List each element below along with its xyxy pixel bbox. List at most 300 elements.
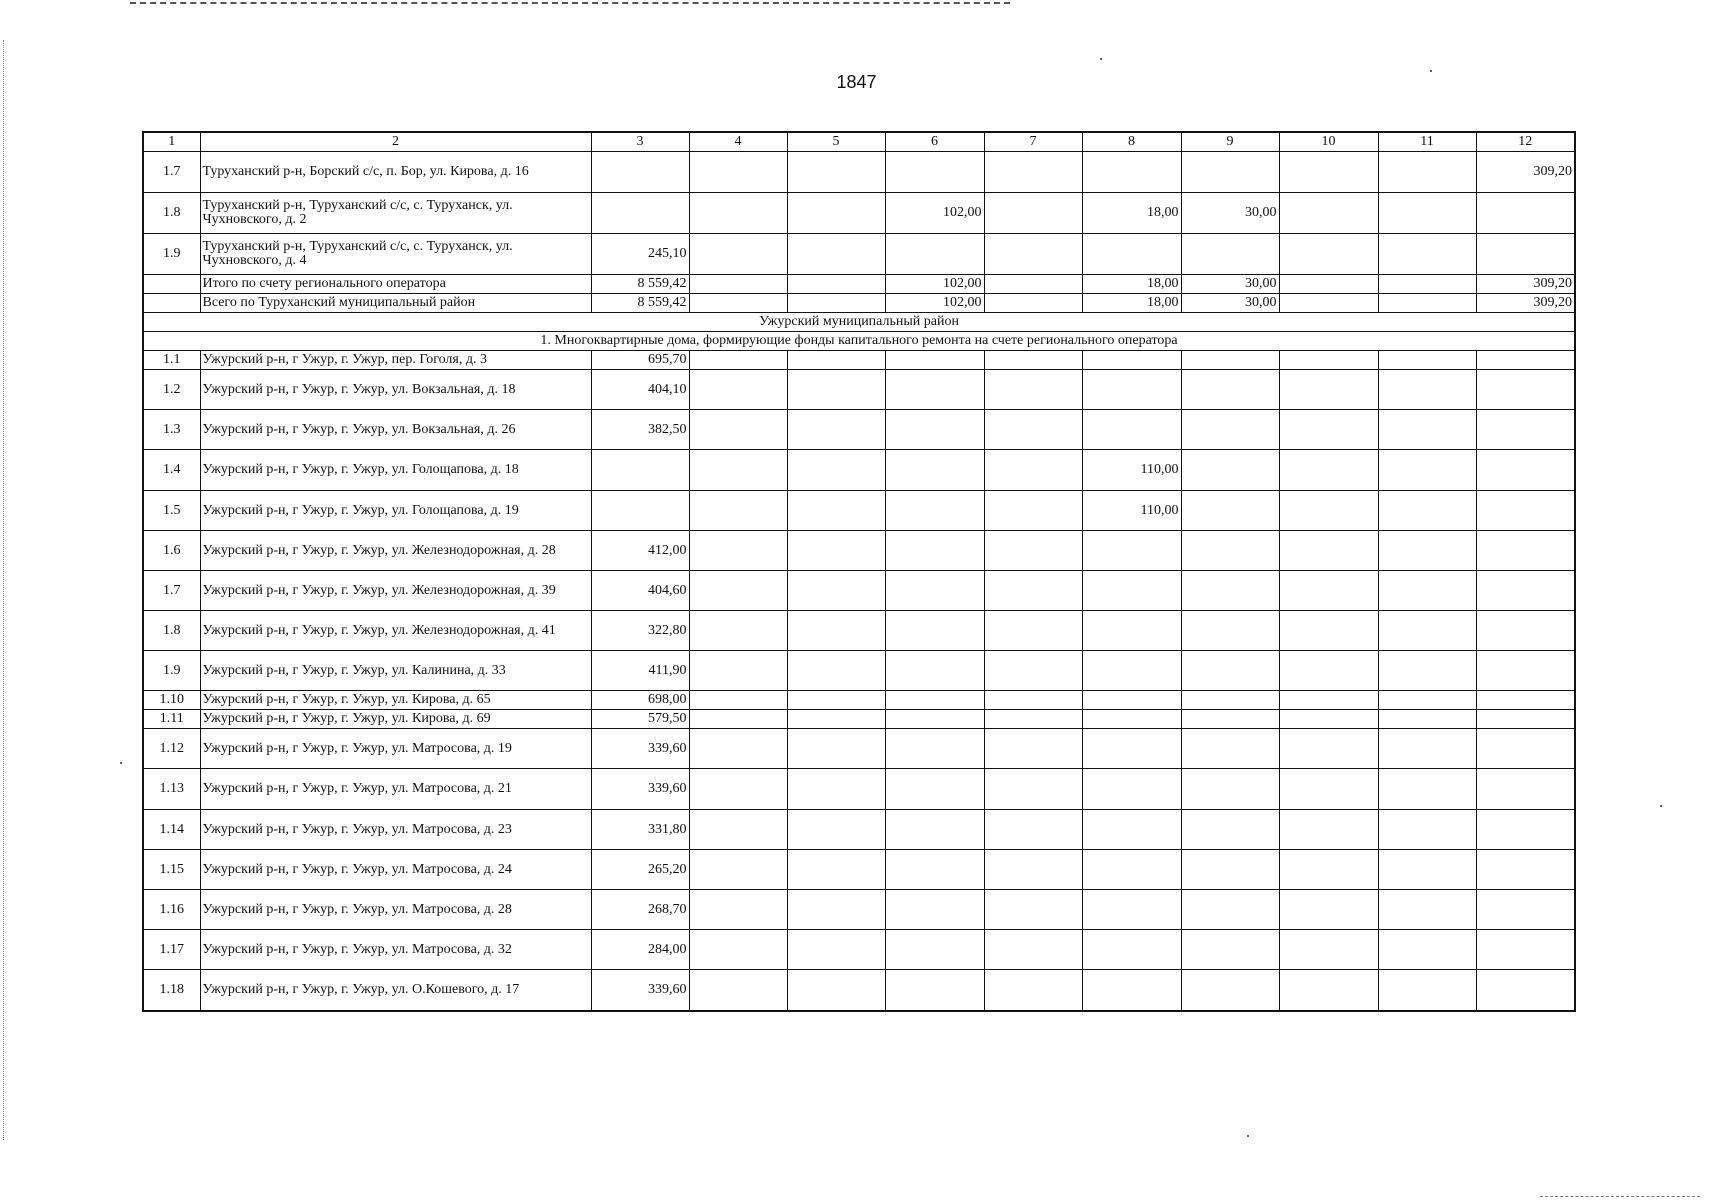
row-value-c3: 695,70 bbox=[591, 351, 689, 370]
row-value-c4 bbox=[689, 769, 787, 810]
row-value-c8 bbox=[1082, 571, 1181, 611]
row-value-c7 bbox=[984, 611, 1082, 651]
row-value-c7 bbox=[984, 769, 1082, 810]
row-value-c8 bbox=[1082, 769, 1181, 810]
row-value-c9 bbox=[1181, 930, 1279, 970]
row-value-c3: 579,50 bbox=[591, 710, 689, 729]
row-value-c9 bbox=[1181, 491, 1279, 531]
row-value-c10 bbox=[1279, 571, 1378, 611]
row-value-c8 bbox=[1082, 152, 1181, 193]
row-value-c10 bbox=[1279, 930, 1378, 970]
row-number: 1.12 bbox=[143, 729, 200, 769]
row-value-c7 bbox=[984, 729, 1082, 769]
row-value-c9 bbox=[1181, 571, 1279, 611]
row-value-c8: 110,00 bbox=[1082, 491, 1181, 531]
row-number: 1.15 bbox=[143, 850, 200, 890]
row-value-c3: 339,60 bbox=[591, 970, 689, 1012]
row-value-c6 bbox=[885, 611, 984, 651]
row-value-c12 bbox=[1476, 571, 1575, 611]
row-value-c4 bbox=[689, 410, 787, 450]
row-address: Ужурский р-н, г Ужур, г. Ужур, ул. Вокзальная, д. 18 bbox=[200, 370, 591, 410]
row-value-c7 bbox=[984, 691, 1082, 710]
row-value-c12 bbox=[1476, 611, 1575, 651]
table-row bbox=[143, 351, 1575, 370]
scan-artifact-top-line bbox=[130, 2, 1010, 4]
row-number: 1.4 bbox=[143, 450, 200, 491]
row-address: Ужурский р-н, г Ужур, г. Ужур, ул. Кирова, д. 65 bbox=[200, 691, 591, 710]
table-row bbox=[143, 890, 1575, 930]
row-value-c12 bbox=[1476, 890, 1575, 930]
row-value-c12 bbox=[1476, 651, 1575, 691]
row-value-c10 bbox=[1279, 531, 1378, 571]
row-value-c8 bbox=[1082, 370, 1181, 410]
col-header: 4 bbox=[689, 132, 787, 152]
scan-artifact-bottom-line bbox=[1540, 1196, 1700, 1197]
row-number: 1.3 bbox=[143, 410, 200, 450]
row-value-c10 bbox=[1279, 234, 1378, 275]
row-number: 1.9 bbox=[143, 234, 200, 275]
total-row bbox=[143, 275, 1575, 294]
row-value-c5 bbox=[787, 611, 885, 651]
row-value-c9 bbox=[1181, 234, 1279, 275]
table-row bbox=[143, 611, 1575, 651]
subsection-title-cell: 1. Многоквартирные дома, формирующие фонды капитального ремонта на счете регионального оператора bbox=[143, 332, 1575, 351]
table-row bbox=[143, 970, 1575, 1012]
row-value-c6: 102,00 bbox=[885, 193, 984, 234]
row-value-c11 bbox=[1378, 611, 1476, 651]
row-value-c5 bbox=[787, 275, 885, 294]
table-row bbox=[143, 370, 1575, 410]
row-number: 1.11 bbox=[143, 710, 200, 729]
row-value-c7 bbox=[984, 810, 1082, 850]
row-value-c4 bbox=[689, 571, 787, 611]
row-value-c9 bbox=[1181, 729, 1279, 769]
row-value-c8 bbox=[1082, 890, 1181, 930]
row-value-c4 bbox=[689, 970, 787, 1012]
row-value-c12 bbox=[1476, 491, 1575, 531]
row-address: Ужурский р-н, г Ужур, г. Ужур, ул. О.Кошевого, д. 17 bbox=[200, 970, 591, 1012]
row-value-c6 bbox=[885, 152, 984, 193]
row-address: Ужурский р-н, г Ужур, г. Ужур, ул. Железнодорожная, д. 28 bbox=[200, 531, 591, 571]
row-number: 1.7 bbox=[143, 152, 200, 193]
row-value-c12 bbox=[1476, 970, 1575, 1012]
row-address: Ужурский р-н, г Ужур, г. Ужур, ул. Матросова, д. 19 bbox=[200, 729, 591, 769]
row-value-c3: 8 559,42 bbox=[591, 294, 689, 313]
row-value-c11 bbox=[1378, 850, 1476, 890]
scan-speck bbox=[1100, 58, 1102, 60]
row-value-c4 bbox=[689, 491, 787, 531]
section-title-cell: Ужурский муниципальный район bbox=[143, 313, 1575, 332]
row-value-c6 bbox=[885, 491, 984, 531]
row-value-c3: 331,80 bbox=[591, 810, 689, 850]
row-value-c6 bbox=[885, 531, 984, 571]
row-value-c6 bbox=[885, 890, 984, 930]
row-value-c3: 268,70 bbox=[591, 890, 689, 930]
row-value-c7 bbox=[984, 275, 1082, 294]
row-value-c12: 309,20 bbox=[1476, 152, 1575, 193]
row-value-c8 bbox=[1082, 850, 1181, 890]
row-value-c11 bbox=[1378, 890, 1476, 930]
row-value-c9 bbox=[1181, 769, 1279, 810]
table-row bbox=[143, 410, 1575, 450]
row-value-c11 bbox=[1378, 769, 1476, 810]
row-value-c8: 18,00 bbox=[1082, 275, 1181, 294]
row-value-c11 bbox=[1378, 930, 1476, 970]
row-value-c9 bbox=[1181, 611, 1279, 651]
row-value-c4 bbox=[689, 294, 787, 313]
row-value-c3: 404,60 bbox=[591, 571, 689, 611]
row-value-c3 bbox=[591, 152, 689, 193]
col-header: 3 bbox=[591, 132, 689, 152]
row-value-c11 bbox=[1378, 491, 1476, 531]
row-value-c8: 110,00 bbox=[1082, 450, 1181, 491]
row-value-c4 bbox=[689, 152, 787, 193]
row-value-c10 bbox=[1279, 351, 1378, 370]
row-value-c6: 102,00 bbox=[885, 294, 984, 313]
row-value-c6 bbox=[885, 410, 984, 450]
row-value-c12: 309,20 bbox=[1476, 275, 1575, 294]
row-value-c12 bbox=[1476, 769, 1575, 810]
register-table-body bbox=[143, 132, 1575, 1011]
row-value-c10 bbox=[1279, 890, 1378, 930]
table-row bbox=[143, 691, 1575, 710]
row-value-c11 bbox=[1378, 970, 1476, 1012]
row-value-c4 bbox=[689, 193, 787, 234]
table-row bbox=[143, 850, 1575, 890]
row-address: Итого по счету регионального оператора bbox=[200, 275, 591, 294]
table-row bbox=[143, 729, 1575, 769]
row-value-c11 bbox=[1378, 710, 1476, 729]
row-value-c5 bbox=[787, 729, 885, 769]
row-value-c11 bbox=[1378, 294, 1476, 313]
row-value-c6: 102,00 bbox=[885, 275, 984, 294]
table-row bbox=[143, 810, 1575, 850]
column-number-header bbox=[143, 132, 1575, 152]
table-row bbox=[143, 769, 1575, 810]
row-value-c8: 18,00 bbox=[1082, 193, 1181, 234]
row-value-c5 bbox=[787, 234, 885, 275]
row-value-c4 bbox=[689, 890, 787, 930]
row-value-c10 bbox=[1279, 491, 1378, 531]
row-number: 1.10 bbox=[143, 691, 200, 710]
row-value-c7 bbox=[984, 491, 1082, 531]
row-value-c4 bbox=[689, 729, 787, 769]
row-value-c9 bbox=[1181, 970, 1279, 1012]
row-value-c8 bbox=[1082, 611, 1181, 651]
row-value-c10 bbox=[1279, 729, 1378, 769]
row-value-c5 bbox=[787, 531, 885, 571]
row-value-c9 bbox=[1181, 651, 1279, 691]
row-value-c10 bbox=[1279, 651, 1378, 691]
row-value-c7 bbox=[984, 571, 1082, 611]
row-value-c6 bbox=[885, 691, 984, 710]
row-value-c11 bbox=[1378, 450, 1476, 491]
row-value-c3: 412,00 bbox=[591, 531, 689, 571]
row-value-c12 bbox=[1476, 351, 1575, 370]
row-address: Туруханский р-н, Туруханский с/с, с. Туруханск, ул. Чухновского, д. 2 bbox=[200, 193, 591, 234]
row-value-c8 bbox=[1082, 691, 1181, 710]
row-value-c5 bbox=[787, 351, 885, 370]
row-value-c4 bbox=[689, 710, 787, 729]
row-number: 1.18 bbox=[143, 970, 200, 1012]
row-value-c12 bbox=[1476, 710, 1575, 729]
row-value-c4 bbox=[689, 531, 787, 571]
row-value-c8 bbox=[1082, 234, 1181, 275]
col-header: 12 bbox=[1476, 132, 1575, 152]
row-value-c7 bbox=[984, 890, 1082, 930]
row-value-c12 bbox=[1476, 450, 1575, 491]
row-value-c4 bbox=[689, 450, 787, 491]
row-address: Туруханский р-н, Борский с/с, п. Бор, ул. Кирова, д. 16 bbox=[200, 152, 591, 193]
row-value-c12 bbox=[1476, 410, 1575, 450]
row-number: 1.9 bbox=[143, 651, 200, 691]
row-value-c12 bbox=[1476, 193, 1575, 234]
row-value-c3 bbox=[591, 193, 689, 234]
row-value-c5 bbox=[787, 769, 885, 810]
row-value-c10 bbox=[1279, 810, 1378, 850]
row-number: 1.6 bbox=[143, 531, 200, 571]
row-value-c8 bbox=[1082, 729, 1181, 769]
subsection-title bbox=[143, 332, 1575, 351]
row-number: 1.8 bbox=[143, 193, 200, 234]
scan-speck bbox=[120, 762, 122, 764]
row-value-c4 bbox=[689, 611, 787, 651]
page-number: 1847 bbox=[836, 72, 877, 92]
row-value-c7 bbox=[984, 531, 1082, 571]
row-value-c7 bbox=[984, 351, 1082, 370]
row-value-c6 bbox=[885, 450, 984, 491]
col-header: 11 bbox=[1378, 132, 1476, 152]
row-value-c7 bbox=[984, 193, 1082, 234]
row-value-c10 bbox=[1279, 710, 1378, 729]
row-value-c11 bbox=[1378, 571, 1476, 611]
row-value-c5 bbox=[787, 294, 885, 313]
col-header: 10 bbox=[1279, 132, 1378, 152]
row-value-c9 bbox=[1181, 810, 1279, 850]
row-value-c3 bbox=[591, 450, 689, 491]
row-value-c6 bbox=[885, 351, 984, 370]
row-address: Ужурский р-н, г Ужур, г. Ужур, ул. Матросова, д. 32 bbox=[200, 930, 591, 970]
row-value-c5 bbox=[787, 410, 885, 450]
row-value-c8 bbox=[1082, 970, 1181, 1012]
row-value-c5 bbox=[787, 491, 885, 531]
row-value-c10 bbox=[1279, 850, 1378, 890]
row-number: 1.17 bbox=[143, 930, 200, 970]
row-value-c3: 245,10 bbox=[591, 234, 689, 275]
row-address: Туруханский р-н, Туруханский с/с, с. Туруханск, ул. Чухновского, д. 4 bbox=[200, 234, 591, 275]
scan-speck bbox=[1660, 805, 1662, 807]
col-header: 5 bbox=[787, 132, 885, 152]
row-value-c5 bbox=[787, 810, 885, 850]
row-value-c6 bbox=[885, 651, 984, 691]
col-header: 6 bbox=[885, 132, 984, 152]
row-number: 1.8 bbox=[143, 611, 200, 651]
row-value-c9 bbox=[1181, 351, 1279, 370]
row-value-c7 bbox=[984, 234, 1082, 275]
row-value-c8 bbox=[1082, 651, 1181, 691]
row-value-c10 bbox=[1279, 769, 1378, 810]
row-value-c5 bbox=[787, 850, 885, 890]
table-row bbox=[143, 531, 1575, 571]
row-value-c12: 309,20 bbox=[1476, 294, 1575, 313]
row-value-c5 bbox=[787, 450, 885, 491]
col-header: 2 bbox=[200, 132, 591, 152]
row-value-c3: 404,10 bbox=[591, 370, 689, 410]
row-value-c6 bbox=[885, 370, 984, 410]
row-value-c10 bbox=[1279, 450, 1378, 491]
row-value-c5 bbox=[787, 930, 885, 970]
row-value-c7 bbox=[984, 850, 1082, 890]
row-address: Ужурский р-н, г Ужур, г. Ужур, ул. Калинина, д. 33 bbox=[200, 651, 591, 691]
row-value-c6 bbox=[885, 930, 984, 970]
row-number: 1.2 bbox=[143, 370, 200, 410]
total-row bbox=[143, 294, 1575, 313]
row-number: 1.5 bbox=[143, 491, 200, 531]
table-row bbox=[143, 152, 1575, 193]
row-number bbox=[143, 294, 200, 313]
col-header: 1 bbox=[143, 132, 200, 152]
row-value-c9 bbox=[1181, 710, 1279, 729]
row-address: Ужурский р-н, г Ужур, г. Ужур, ул. Матросова, д. 24 bbox=[200, 850, 591, 890]
row-value-c12 bbox=[1476, 930, 1575, 970]
table-row bbox=[143, 491, 1575, 531]
row-value-c10 bbox=[1279, 611, 1378, 651]
row-value-c9 bbox=[1181, 410, 1279, 450]
row-value-c8 bbox=[1082, 930, 1181, 970]
row-value-c4 bbox=[689, 930, 787, 970]
row-value-c11 bbox=[1378, 810, 1476, 850]
row-value-c3: 265,20 bbox=[591, 850, 689, 890]
row-value-c5 bbox=[787, 152, 885, 193]
row-value-c9: 30,00 bbox=[1181, 294, 1279, 313]
row-value-c3: 339,60 bbox=[591, 769, 689, 810]
row-value-c6 bbox=[885, 970, 984, 1012]
row-value-c8 bbox=[1082, 531, 1181, 571]
row-value-c9 bbox=[1181, 691, 1279, 710]
row-value-c10 bbox=[1279, 152, 1378, 193]
row-address: Ужурский р-н, г Ужур, г. Ужур, ул. Матросова, д. 21 bbox=[200, 769, 591, 810]
row-value-c11 bbox=[1378, 275, 1476, 294]
row-value-c4 bbox=[689, 275, 787, 294]
row-address: Ужурский р-н, г Ужур, г. Ужур, ул. Железнодорожная, д. 41 bbox=[200, 611, 591, 651]
row-value-c8: 18,00 bbox=[1082, 294, 1181, 313]
row-value-c12 bbox=[1476, 691, 1575, 710]
row-address: Ужурский р-н, г Ужур, г. Ужур, ул. Голощапова, д. 18 bbox=[200, 450, 591, 491]
row-value-c6 bbox=[885, 729, 984, 769]
row-value-c7 bbox=[984, 450, 1082, 491]
row-value-c4 bbox=[689, 850, 787, 890]
row-value-c8 bbox=[1082, 351, 1181, 370]
table-row bbox=[143, 450, 1575, 491]
row-value-c5 bbox=[787, 710, 885, 729]
row-value-c10 bbox=[1279, 193, 1378, 234]
row-value-c7 bbox=[984, 152, 1082, 193]
row-value-c7 bbox=[984, 710, 1082, 729]
row-value-c9 bbox=[1181, 531, 1279, 571]
row-address: Ужурский р-н, г Ужур, г. Ужур, ул. Матросова, д. 28 bbox=[200, 890, 591, 930]
table-row bbox=[143, 571, 1575, 611]
row-value-c3: 322,80 bbox=[591, 611, 689, 651]
row-value-c10 bbox=[1279, 370, 1378, 410]
row-value-c11 bbox=[1378, 193, 1476, 234]
row-value-c4 bbox=[689, 234, 787, 275]
row-number: 1.13 bbox=[143, 769, 200, 810]
row-value-c10 bbox=[1279, 275, 1378, 294]
row-value-c11 bbox=[1378, 691, 1476, 710]
row-value-c3: 698,00 bbox=[591, 691, 689, 710]
row-number: 1.1 bbox=[143, 351, 200, 370]
row-value-c7 bbox=[984, 930, 1082, 970]
row-value-c4 bbox=[689, 351, 787, 370]
row-number: 1.14 bbox=[143, 810, 200, 850]
col-header: 9 bbox=[1181, 132, 1279, 152]
row-address: Ужурский р-н, г Ужур, г. Ужур, ул. Матросова, д. 23 bbox=[200, 810, 591, 850]
row-value-c7 bbox=[984, 970, 1082, 1012]
row-value-c12 bbox=[1476, 531, 1575, 571]
row-value-c8 bbox=[1082, 710, 1181, 729]
row-address: Ужурский р-н, г Ужур, г. Ужур, ул. Кирова, д. 69 bbox=[200, 710, 591, 729]
scan-speck bbox=[1247, 1135, 1249, 1137]
row-value-c9: 30,00 bbox=[1181, 275, 1279, 294]
row-value-c8 bbox=[1082, 410, 1181, 450]
row-value-c5 bbox=[787, 970, 885, 1012]
row-value-c7 bbox=[984, 370, 1082, 410]
row-value-c9 bbox=[1181, 152, 1279, 193]
row-number: 1.7 bbox=[143, 571, 200, 611]
row-value-c11 bbox=[1378, 152, 1476, 193]
row-value-c6 bbox=[885, 769, 984, 810]
row-number bbox=[143, 275, 200, 294]
row-value-c11 bbox=[1378, 234, 1476, 275]
row-value-c9 bbox=[1181, 370, 1279, 410]
row-value-c4 bbox=[689, 810, 787, 850]
table-row bbox=[143, 710, 1575, 729]
row-number: 1.16 bbox=[143, 890, 200, 930]
row-value-c12 bbox=[1476, 850, 1575, 890]
row-value-c5 bbox=[787, 370, 885, 410]
row-address: Ужурский р-н, г Ужур, г. Ужур, пер. Гоголя, д. 3 bbox=[200, 351, 591, 370]
section-title bbox=[143, 313, 1575, 332]
row-value-c11 bbox=[1378, 729, 1476, 769]
row-value-c6 bbox=[885, 810, 984, 850]
register-table bbox=[142, 131, 1576, 1012]
row-value-c6 bbox=[885, 710, 984, 729]
row-value-c5 bbox=[787, 691, 885, 710]
row-value-c5 bbox=[787, 890, 885, 930]
row-value-c12 bbox=[1476, 729, 1575, 769]
row-value-c4 bbox=[689, 370, 787, 410]
row-address: Ужурский р-н, г Ужур, г. Ужур, ул. Голощапова, д. 19 bbox=[200, 491, 591, 531]
row-value-c5 bbox=[787, 571, 885, 611]
row-value-c3: 339,60 bbox=[591, 729, 689, 769]
table-row bbox=[143, 930, 1575, 970]
row-value-c11 bbox=[1378, 651, 1476, 691]
row-value-c3: 8 559,42 bbox=[591, 275, 689, 294]
row-value-c11 bbox=[1378, 531, 1476, 571]
table-row bbox=[143, 234, 1575, 275]
row-value-c11 bbox=[1378, 410, 1476, 450]
row-value-c7 bbox=[984, 410, 1082, 450]
row-value-c10 bbox=[1279, 294, 1378, 313]
row-value-c9 bbox=[1181, 850, 1279, 890]
row-value-c11 bbox=[1378, 370, 1476, 410]
col-header: 8 bbox=[1082, 132, 1181, 152]
row-value-c10 bbox=[1279, 691, 1378, 710]
row-value-c9 bbox=[1181, 890, 1279, 930]
row-value-c6 bbox=[885, 571, 984, 611]
row-value-c12 bbox=[1476, 370, 1575, 410]
scan-artifact-left-edge bbox=[3, 40, 4, 1140]
